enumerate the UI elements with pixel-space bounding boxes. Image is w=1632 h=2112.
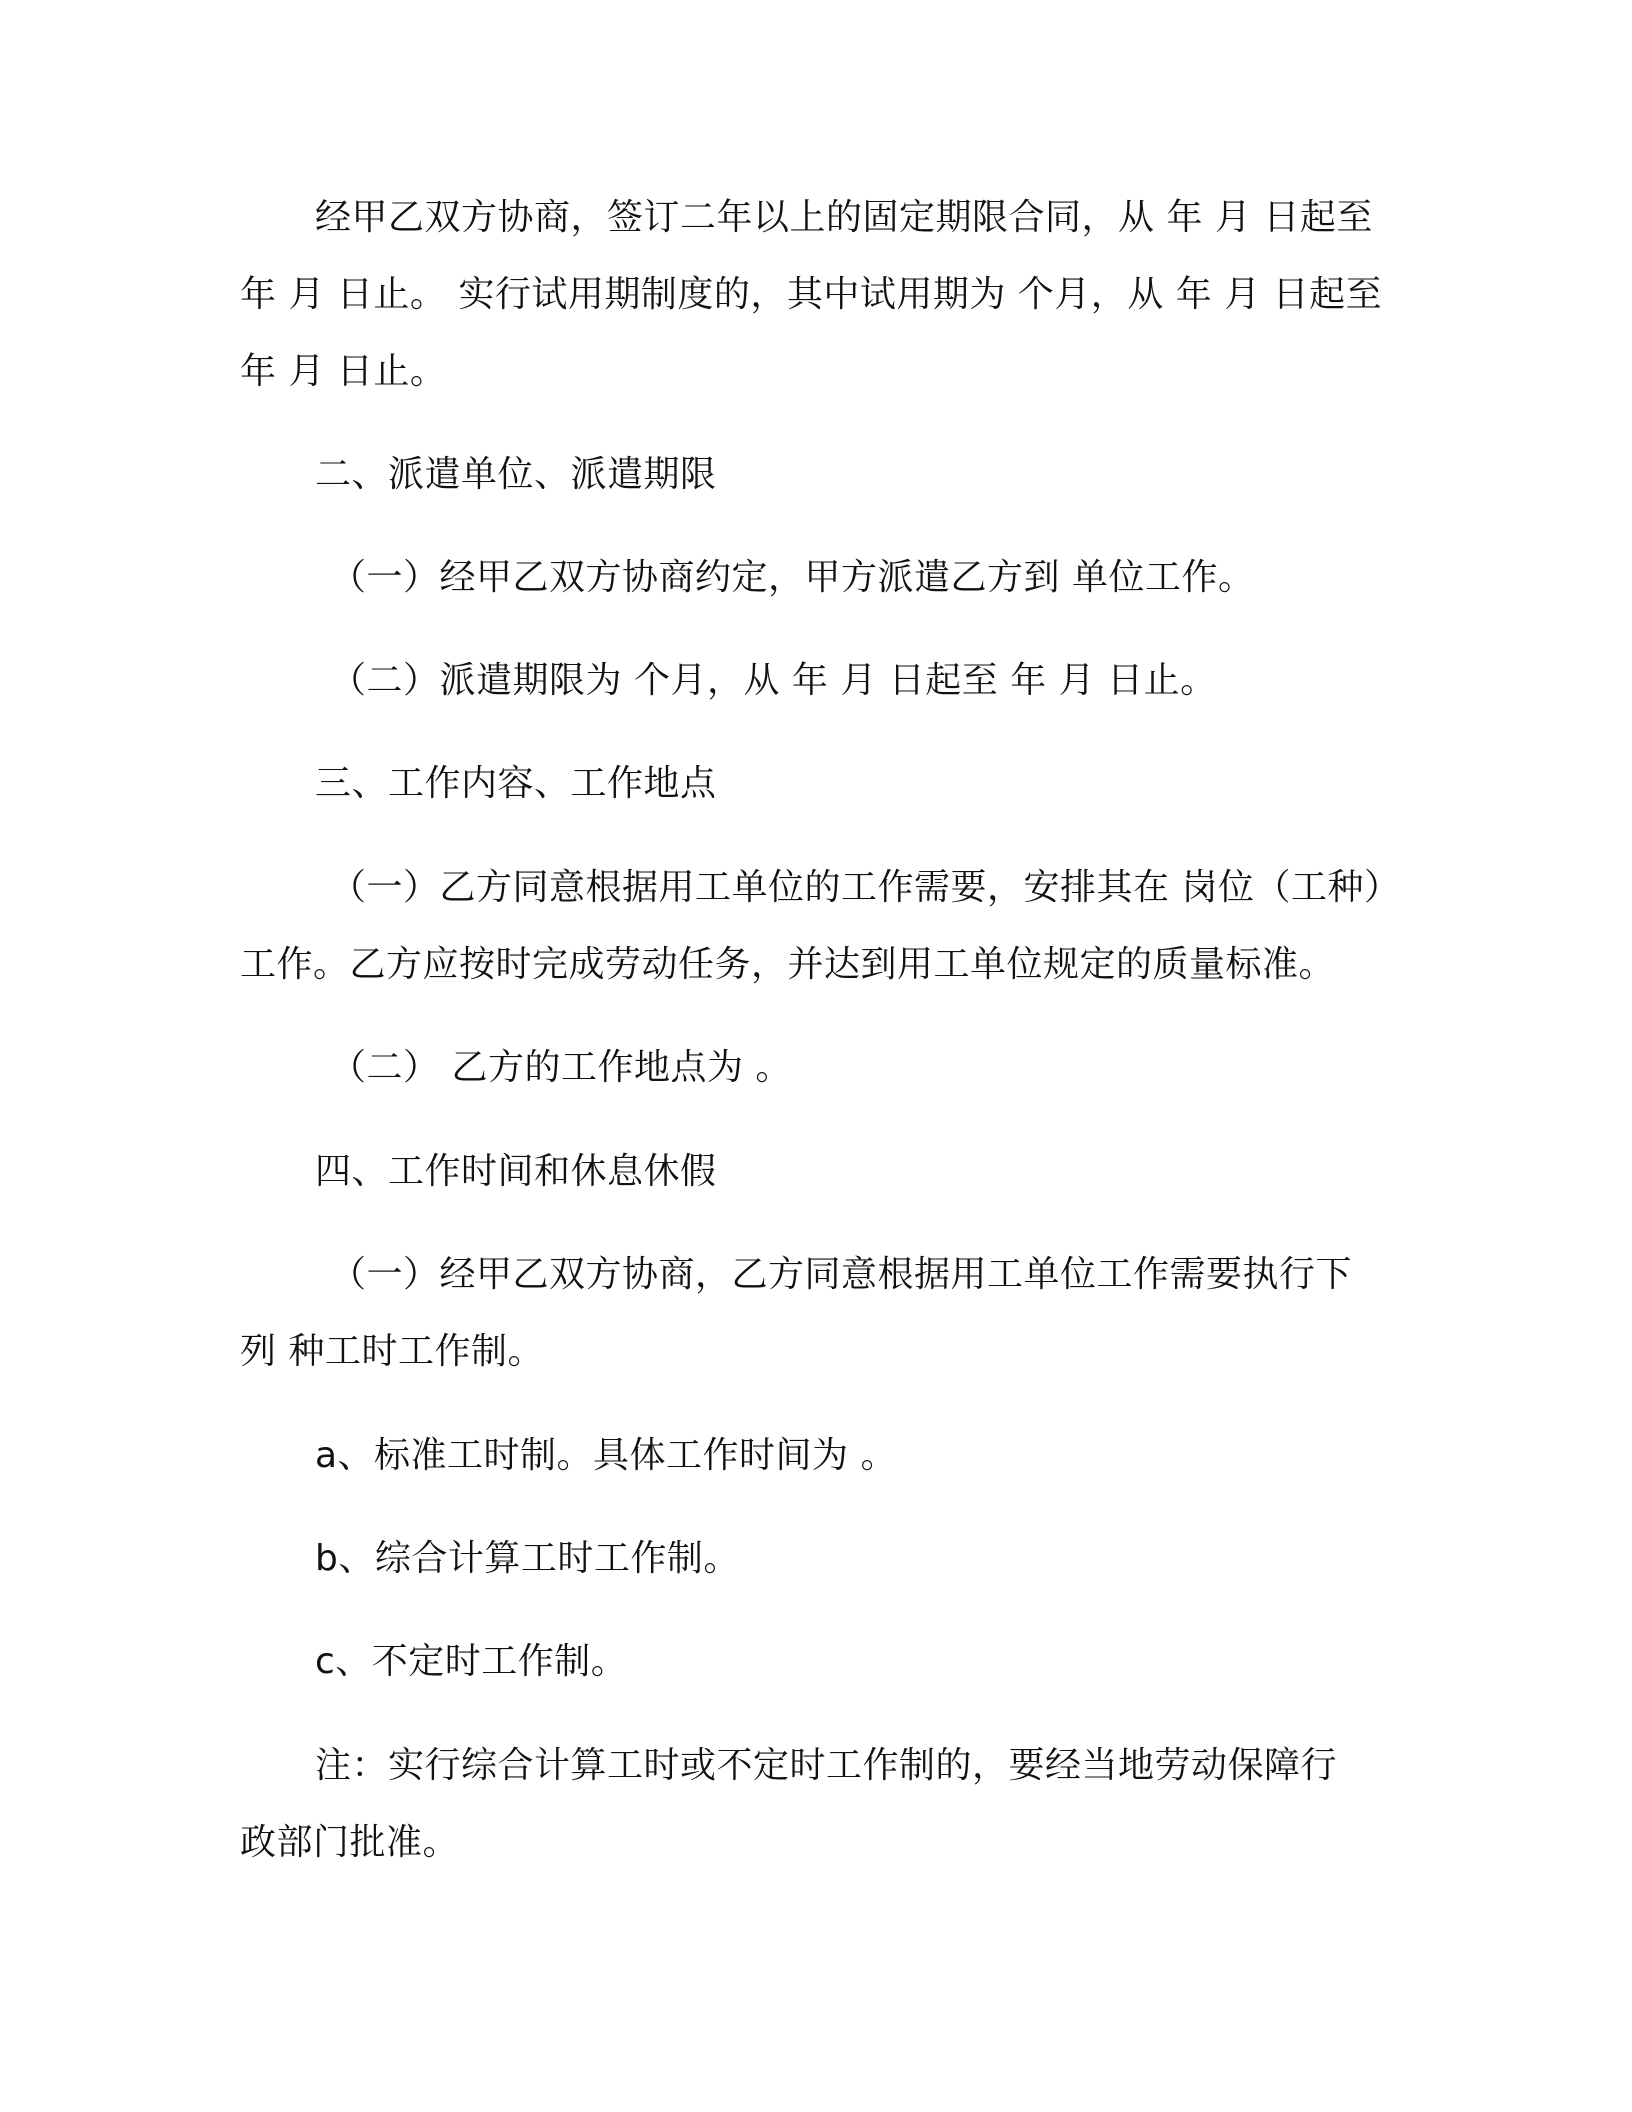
option-b: b、综合计算工时工作制。 bbox=[315, 1538, 740, 1579]
section-heading-2: 二、派遣单位、派遣期限 bbox=[315, 454, 717, 495]
clause-4-1-line-2: 列 种工时工作制。 bbox=[240, 1331, 544, 1372]
section-heading-3: 三、工作内容、工作地点 bbox=[315, 763, 717, 804]
clause-3-2: （二） 乙方的工作地点为 。 bbox=[330, 1047, 792, 1088]
clause-4-1-line-1: （一）经甲乙双方协商，乙方同意根据用工单位工作需要执行下 bbox=[330, 1254, 1353, 1295]
note-line-1: 注：实行综合计算工时或不定时工作制的，要经当地劳动保障行 bbox=[315, 1745, 1338, 1786]
clause-3-1-line-2: 工作。乙方应按时完成劳动任务，并达到用工单位规定的质量标准。 bbox=[240, 944, 1336, 985]
clause-2-2: （二）派遣期限为 个月，从 年 月 日起至 年 月 日止。 bbox=[330, 660, 1217, 701]
paragraph-contract-term-line-1: 经甲乙双方协商，签订二年以上的固定期限合同，从 年 月 日起至 bbox=[315, 197, 1373, 238]
clause-2-1: （一）经甲乙双方协商约定，甲方派遣乙方到 单位工作。 bbox=[330, 557, 1255, 598]
section-heading-4: 四、工作时间和休息休假 bbox=[315, 1151, 717, 1192]
paragraph-contract-term-line-2: 年 月 日止。 实行试用期制度的，其中试用期为 个月，从 年 月 日起至 bbox=[240, 274, 1383, 315]
clause-3-1-line-1: （一）乙方同意根据用工单位的工作需要，安排其在 岗位（工种） bbox=[330, 867, 1401, 908]
paragraph-contract-term-line-3: 年 月 日止。 bbox=[240, 351, 447, 392]
option-a: a、标准工时制。具体工作时间为 。 bbox=[315, 1435, 898, 1476]
note-line-2: 政部门批准。 bbox=[240, 1822, 460, 1863]
option-c: c、不定时工作制。 bbox=[315, 1641, 628, 1682]
